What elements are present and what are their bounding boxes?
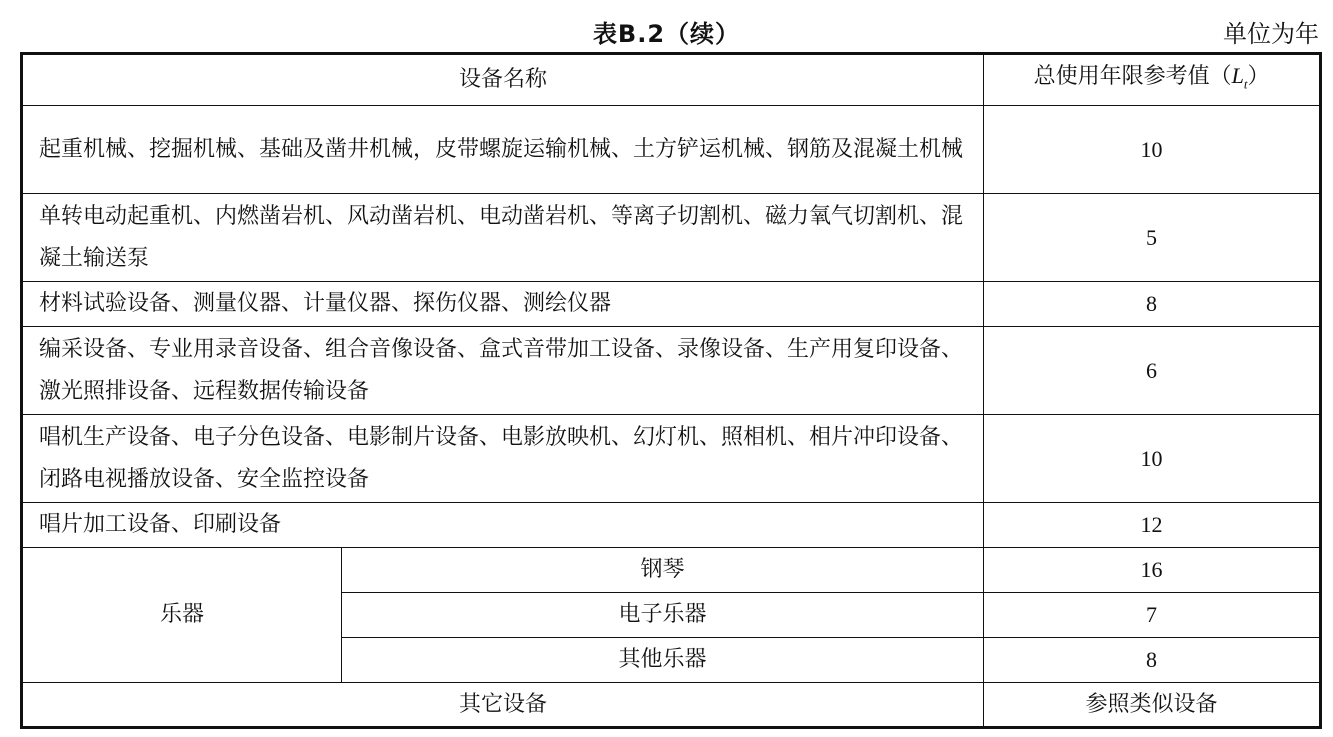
row-name: 唱机生产设备、电子分色设备、电影制片设备、电影放映机、幻灯机、照相机、相片冲印设备、闭路电视播放设备、安全监控设备 bbox=[22, 415, 984, 503]
other-value: 参照类似设备 bbox=[984, 683, 1321, 728]
table-row bbox=[22, 194, 1321, 282]
header-value-symbol bbox=[1231, 63, 1248, 92]
header-value-prefix: 总使用年限参考值（ bbox=[1033, 64, 1232, 89]
instrument-name: 其他乐器 bbox=[342, 638, 984, 683]
instrument-group-label: 乐器 bbox=[22, 548, 342, 683]
header-value-symbol-subscript: t bbox=[1243, 76, 1248, 92]
instrument-row bbox=[22, 548, 1321, 593]
unit-note: 单位为年 bbox=[1223, 20, 1319, 48]
row-value: 12 bbox=[984, 503, 1321, 548]
other-name: 其它设备 bbox=[22, 683, 984, 728]
instrument-value: 16 bbox=[984, 548, 1321, 593]
header-value bbox=[984, 54, 1321, 106]
row-value: 6 bbox=[984, 327, 1321, 415]
row-value: 8 bbox=[984, 282, 1321, 327]
row-name: 起重机械、挖掘机械、基础及凿井机械，皮带螺旋运输机械、土方铲运机械、钢筋及混凝土机械 bbox=[22, 106, 984, 194]
header-value-suffix: ） bbox=[1247, 64, 1270, 89]
other-row bbox=[22, 683, 1321, 728]
table-row bbox=[22, 415, 1321, 503]
header-value-symbol-letter: L bbox=[1231, 63, 1244, 88]
table-row bbox=[22, 106, 1321, 194]
row-name: 唱片加工设备、印刷设备 bbox=[22, 503, 984, 548]
instrument-value: 7 bbox=[984, 593, 1321, 638]
row-value: 10 bbox=[984, 415, 1321, 503]
header-row bbox=[22, 54, 1321, 106]
row-value: 5 bbox=[984, 194, 1321, 282]
instrument-value: 8 bbox=[984, 638, 1321, 683]
instrument-name: 钢琴 bbox=[342, 548, 984, 593]
table-row bbox=[22, 503, 1321, 548]
header-name: 设备名称 bbox=[22, 54, 984, 106]
row-name: 材料试验设备、测量仪器、计量仪器、探伤仪器、测绘仪器 bbox=[22, 282, 984, 327]
table-row bbox=[22, 282, 1321, 327]
instrument-name: 电子乐器 bbox=[342, 593, 984, 638]
row-value: 10 bbox=[984, 106, 1321, 194]
row-name: 单转电动起重机、内燃凿岩机、风动凿岩机、电动凿岩机、等离子切割机、磁力氧气切割机、混凝土输送泵 bbox=[22, 194, 984, 282]
service-life-table bbox=[20, 52, 1322, 729]
row-name: 编采设备、专业用录音设备、组合音像设备、盒式音带加工设备、录像设备、生产用复印设备、激光照排设备、远程数据传输设备 bbox=[22, 327, 984, 415]
table-caption: 表B.2（续） bbox=[592, 20, 741, 48]
table-row bbox=[22, 327, 1321, 415]
